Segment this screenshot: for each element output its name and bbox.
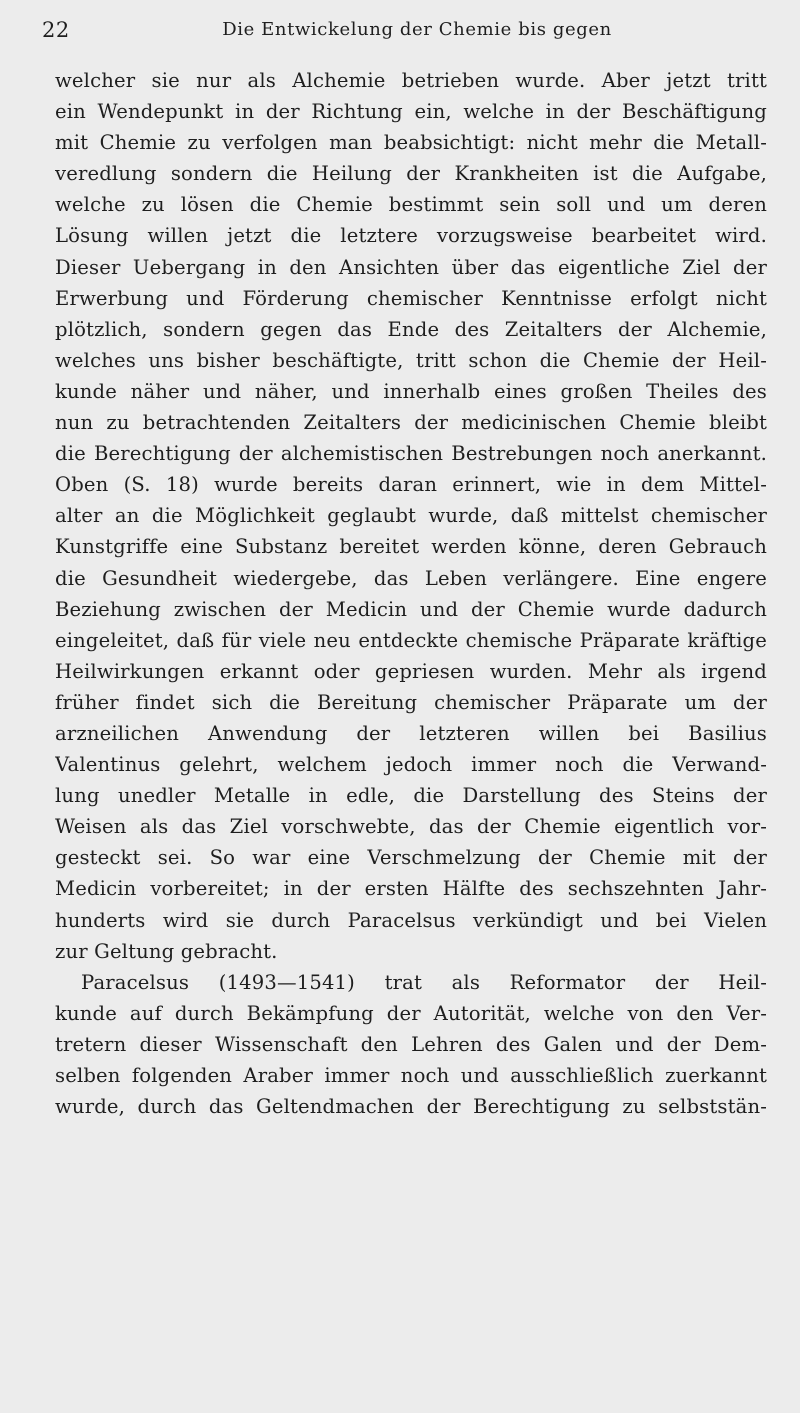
- text-line: welcher sie nur als Alchemie betrieben wurde. Aber jetzt tritt: [55, 69, 767, 92]
- text-line: Beziehung zwischen der Medicin und der Chemie wurde dadurch: [55, 597, 767, 621]
- paragraph: [55, 65, 767, 967]
- paragraph: [55, 967, 767, 1122]
- text-line: lung unedler Metalle in edle, die Darstellung des Steins der: [55, 784, 767, 808]
- text-line: veredlung sondern die Heilung der Krankheiten ist die Aufgabe,: [55, 162, 767, 186]
- text-line: kunde näher und näher, und innerhalb eines großen Theiles des: [55, 379, 767, 403]
- body-text: [55, 65, 767, 1122]
- text-line: Medicin vorbereitet; in der ersten Hälfte des sechszehnten Jahr-: [55, 877, 767, 901]
- text-line: Weisen als das Ziel vorschwebte, das der Chemie eigentlich vor-: [55, 815, 767, 839]
- text-line: die Gesundheit wiedergebe, das Leben verlängere. Eine engere: [55, 566, 767, 590]
- text-line: nun zu betrachtenden Zeitalters der medicinischen Chemie bleibt: [55, 411, 767, 435]
- text-line: Valentinus gelehrt, welchem jedoch immer noch die Verwand-: [55, 753, 767, 777]
- text-line: welche zu lösen die Chemie bestimmt sein soll und um deren: [55, 193, 767, 217]
- text-line: Lösung willen jetzt die letztere vorzugsweise bearbeitet wird.: [55, 224, 767, 248]
- text-line: Oben (S. 18) wurde bereits daran erinnert, wie in dem Mittel-: [55, 473, 767, 497]
- text-line: ein Wendepunkt in der Richtung ein, welche in der Beschäftigung: [55, 100, 767, 124]
- text-line: Heilwirkungen erkannt oder gepriesen wurden. Mehr als irgend: [55, 659, 767, 683]
- text-line: welches uns bisher beschäftigte, tritt schon die Chemie der Heil-: [55, 348, 767, 372]
- text-line: zur Geltung gebracht.: [55, 939, 278, 963]
- text-line: alter an die Möglichkeit geglaubt wurde, daß mittelst chemischer: [55, 504, 767, 528]
- text-line: Dieser Uebergang in den Ansichten über das eigentliche Ziel der: [55, 255, 767, 279]
- text-line: plötzlich, sondern gegen das Ende des Zeitalters der Alchemie,: [55, 317, 767, 341]
- text-line: mit Chemie zu verfolgen man beabsichtigt: nicht mehr die Metall-: [55, 131, 767, 155]
- text-line: Paracelsus (1493—1541) trat als Reformator der Heil-: [81, 970, 767, 994]
- page-number: 22: [42, 18, 70, 42]
- text-line: arzneilichen Anwendung der letzteren willen bei Basilius: [55, 721, 767, 745]
- text-line: Kunstgriffe eine Substanz bereitet werden könne, deren Gebrauch: [55, 535, 767, 559]
- text-line: kunde auf durch Bekämpfung der Autorität, welche von den Ver-: [55, 1001, 767, 1025]
- text-line: früher findet sich die Bereitung chemischer Präparate um der: [55, 690, 767, 714]
- text-line: hunderts wird sie durch Paracelsus verkündigt und bei Vielen: [55, 908, 767, 932]
- running-head: [34, 0, 760, 52]
- text-line: wurde, durch das Geltendmachen der Berechtigung zu selbststän-: [55, 1095, 767, 1119]
- text-line: eingeleitet, daß für viele neu entdeckte chemische Präparate kräftige: [55, 628, 767, 652]
- text-line: selben folgenden Araber immer noch und ausschließlich zuerkannt: [55, 1064, 767, 1087]
- text-line: tretern dieser Wissenschaft den Lehren des Galen und der Dem-: [55, 1032, 767, 1056]
- text-line: gesteckt sei. So war eine Verschmelzung der Chemie mit der: [55, 846, 767, 870]
- running-title: Die Entwickelung der Chemie bis gegen: [222, 19, 612, 40]
- text-line: die Berechtigung der alchemistischen Bestrebungen noch anerkannt.: [55, 442, 767, 466]
- text-line: Erwerbung und Förderung chemischer Kenntnisse erfolgt nicht: [55, 286, 767, 310]
